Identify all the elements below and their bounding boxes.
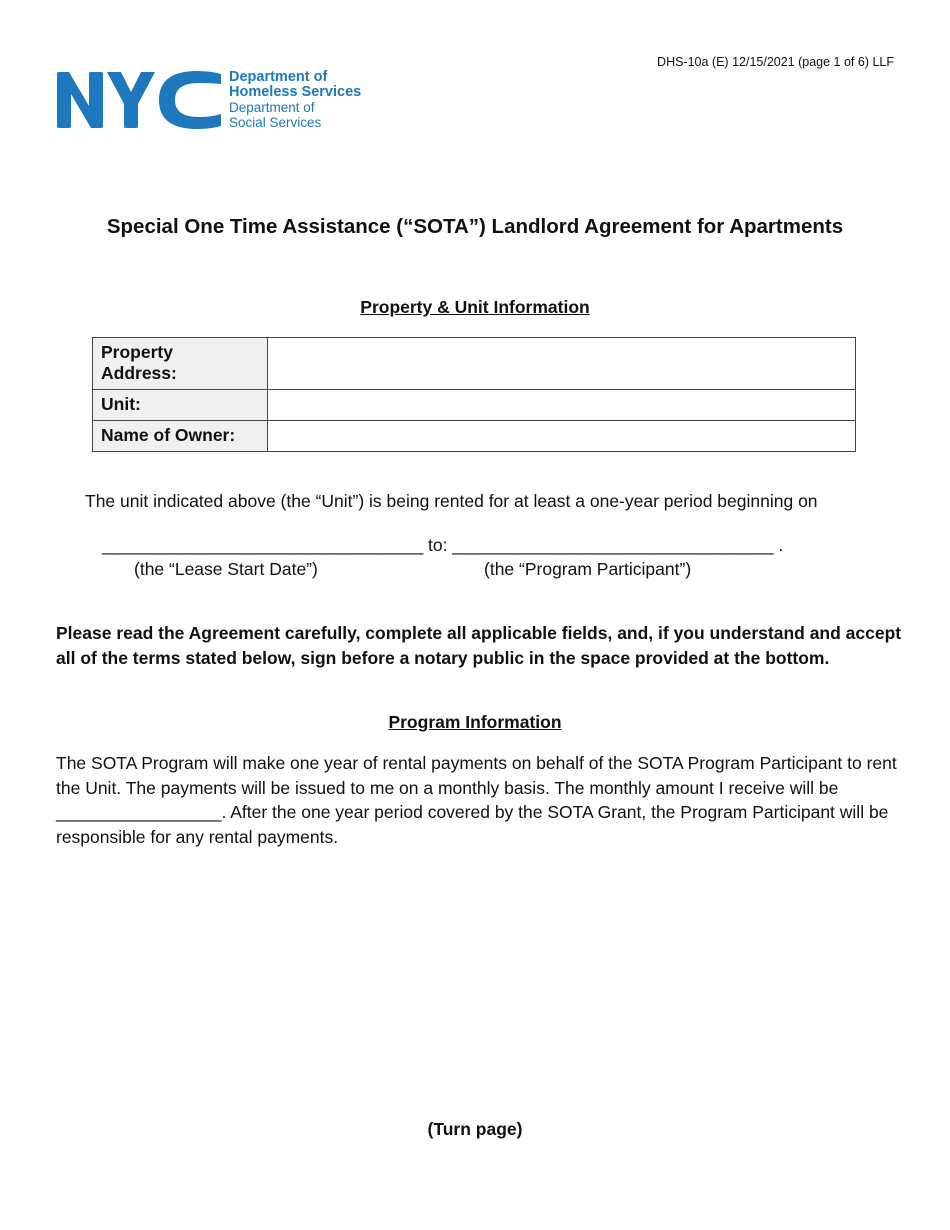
program-info-paragraph: The SOTA Program will make one year of rental payments on behalf of the SOTA Program Participant to rent the Unit. The payments will be issued to me on a monthly basis. The monthly amount I receive will be _________________. After the one year period covered by the SOTA Grant, the Program Participant will be responsible for any rental payments.: [56, 753, 897, 847]
property-address-label: [93, 338, 268, 390]
logo-text-line1: Department of: [229, 69, 328, 85]
logo-text-line2: Homeless Services: [229, 84, 362, 100]
unit-label: Unit:: [93, 390, 268, 421]
program-section-heading: Program Information: [388, 712, 562, 732]
lease-start-date-caption: (the “Lease Start Date”): [134, 559, 318, 579]
nyc-dhs-logo: [55, 70, 375, 132]
turn-page-note: (Turn page): [427, 1119, 523, 1139]
owner-name-field[interactable]: [268, 421, 856, 452]
property-address-field[interactable]: [268, 338, 856, 390]
lease-period-sentence: The unit indicated above (the “Unit”) is being rented for at least a one-year period beginning on: [85, 491, 818, 511]
owner-name-label: Name of Owner:: [93, 421, 268, 452]
lease-date-participant-blanks[interactable]: _________________________________ to: _________________________________ .: [102, 535, 784, 555]
nyc-logo-icon: [55, 70, 223, 130]
page-title: Special One Time Assistance (“SOTA”) Landlord Agreement for Apartments: [106, 215, 844, 238]
program-participant-caption: (the “Program Participant”): [484, 559, 692, 579]
unit-field[interactable]: [268, 390, 856, 421]
property-address-label-line2: Address:: [101, 363, 177, 383]
logo-text-line3: Department of: [229, 100, 315, 115]
instruction-paragraph: Please read the Agreement carefully, complete all applicable fields, and, if you understand and accept all of the terms stated below, sign before a notary public in the space provided at the bottom.: [56, 623, 902, 668]
property-section-heading: Property & Unit Information: [360, 297, 590, 317]
logo-text-line4: Social Services: [229, 115, 322, 130]
form-identifier: DHS-10a (E) 12/15/2021 (page 1 of 6) LLF: [657, 55, 894, 69]
property-address-label-line1: Property: [101, 342, 173, 362]
property-info-table: [92, 337, 856, 452]
